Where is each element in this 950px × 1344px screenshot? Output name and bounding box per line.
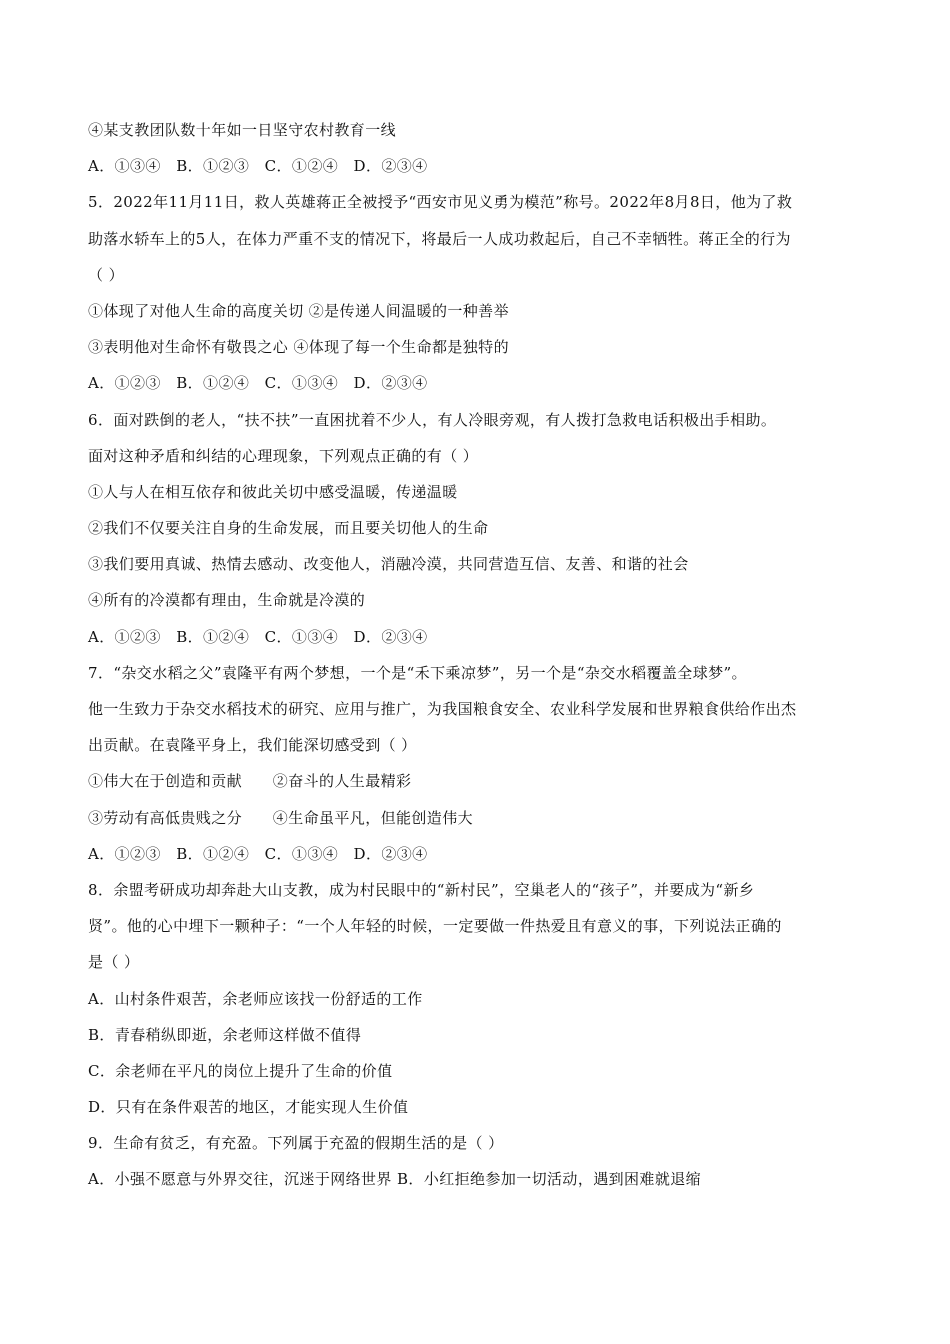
question-stem: 9．生命有贫乏，有充盈。下列属于充盈的假期生活的是（ ） [88,1134,504,1153]
option-statement: ③我们要用真诚、热情去感动、改变他人，消融冷漠，共同营造互信、友善、和谐的社会 [88,555,689,574]
question-stem: 8．余盟考研成功却奔赴大山支教，成为村民眼中的“新村民”，空巢老人的“孩子”，并要成为“新乡 [88,880,755,899]
answer-choices: A．①③④ B．①②③ C．①②④ D．②③④ [88,157,428,176]
question-8 [88,872,878,1125]
question-stem: 助落水轿车上的5人，在体力严重不支的情况下，将最后一人成功救起后，自己不幸牺牲。蒋正全的行为 [88,229,791,248]
option-statement: ④某支教团队数十年如一日坚守农村教育一线 [88,121,397,139]
question-7 [88,655,878,872]
question-stem: 6．面对跌倒的老人，“扶不扶”一直困扰着不少人，有人冷眼旁观，有人拨打急救电话积极出手相助。 [88,410,777,429]
question-6 [88,402,878,655]
answer-options-ab: A．小强不愿意与外界交往，沉迷于网络世界 B．小红拒绝参加一切活动，遇到困难就退缩 [88,1170,702,1189]
option-statement: ④所有的冷漠都有理由，生命就是冷漠的 [88,591,366,610]
answer-choices: A．①②③ B．①②④ C．①③④ D．②③④ [88,844,428,863]
option-statement: ③表明他对生命怀有敬畏之心 ④体现了每一个生命都是独特的 [88,338,509,357]
question-9 [88,1125,878,1197]
option-statement: ②我们不仅要关注自身的生命发展，而且要关切他人的生命 [88,519,489,538]
answer-blank: （ ） [88,265,124,284]
question-4-tail [88,112,878,184]
question-stem: 出贡献。在袁隆平身上，我们能深切感受到（ ） [88,736,417,755]
answer-option-b: B．青春稍纵即逝，余老师这样做不值得 [88,1025,362,1044]
answer-option-a: A．山村条件艰苦，余老师应该找一份舒适的工作 [88,989,423,1008]
option-statement: ①体现了对他人生命的高度关切 ②是传递人间温暖的一种善举 [88,301,509,320]
option-statement: ①人与人在相互依存和彼此关切中感受温暖，传递温暖 [88,482,458,501]
question-stem: 贤”。他的心中埋下一颗种子：“一个人年轻的时候，一定要做一件热爱且有意义的事，下列说法正确的 [88,917,782,936]
answer-option-d: D．只有在条件艰苦的地区，才能实现人生价值 [88,1098,409,1117]
question-stem: 是（ ） [88,953,140,972]
question-5 [88,184,878,401]
option-statement: ③劳动有高低贵贱之分 ④生命虽平凡，但能创造伟大 [88,808,474,827]
question-stem: 他一生致力于杂交水稻技术的研究、应用与推广，为我国粮食安全、农业科学发展和世界粮食供给作出杰 [88,700,797,718]
question-stem: 面对这种矛盾和纠结的心理现象，下列观点正确的有（ ） [88,446,479,465]
question-stem: 7．“杂交水稻之父”袁隆平有两个梦想，一个是“禾下乘凉梦”，另一个是“杂交水稻覆盖全球梦”。 [88,663,747,682]
option-statement: ①伟大在于创造和贡献 ②奋斗的人生最精彩 [88,772,412,791]
answer-choices: A．①②③ B．①②④ C．①③④ D．②③④ [88,627,428,646]
answer-option-c: C．余老师在平凡的岗位上提升了生命的价值 [88,1061,393,1080]
document-page [88,112,878,1198]
answer-choices: A．①②③ B．①②④ C．①③④ D．②③④ [88,374,428,393]
question-stem: 5．2022年11月11日，救人英雄蒋正全被授予“西安市见义勇为模范”称号。2022年8月8日，他为了救 [88,193,793,212]
